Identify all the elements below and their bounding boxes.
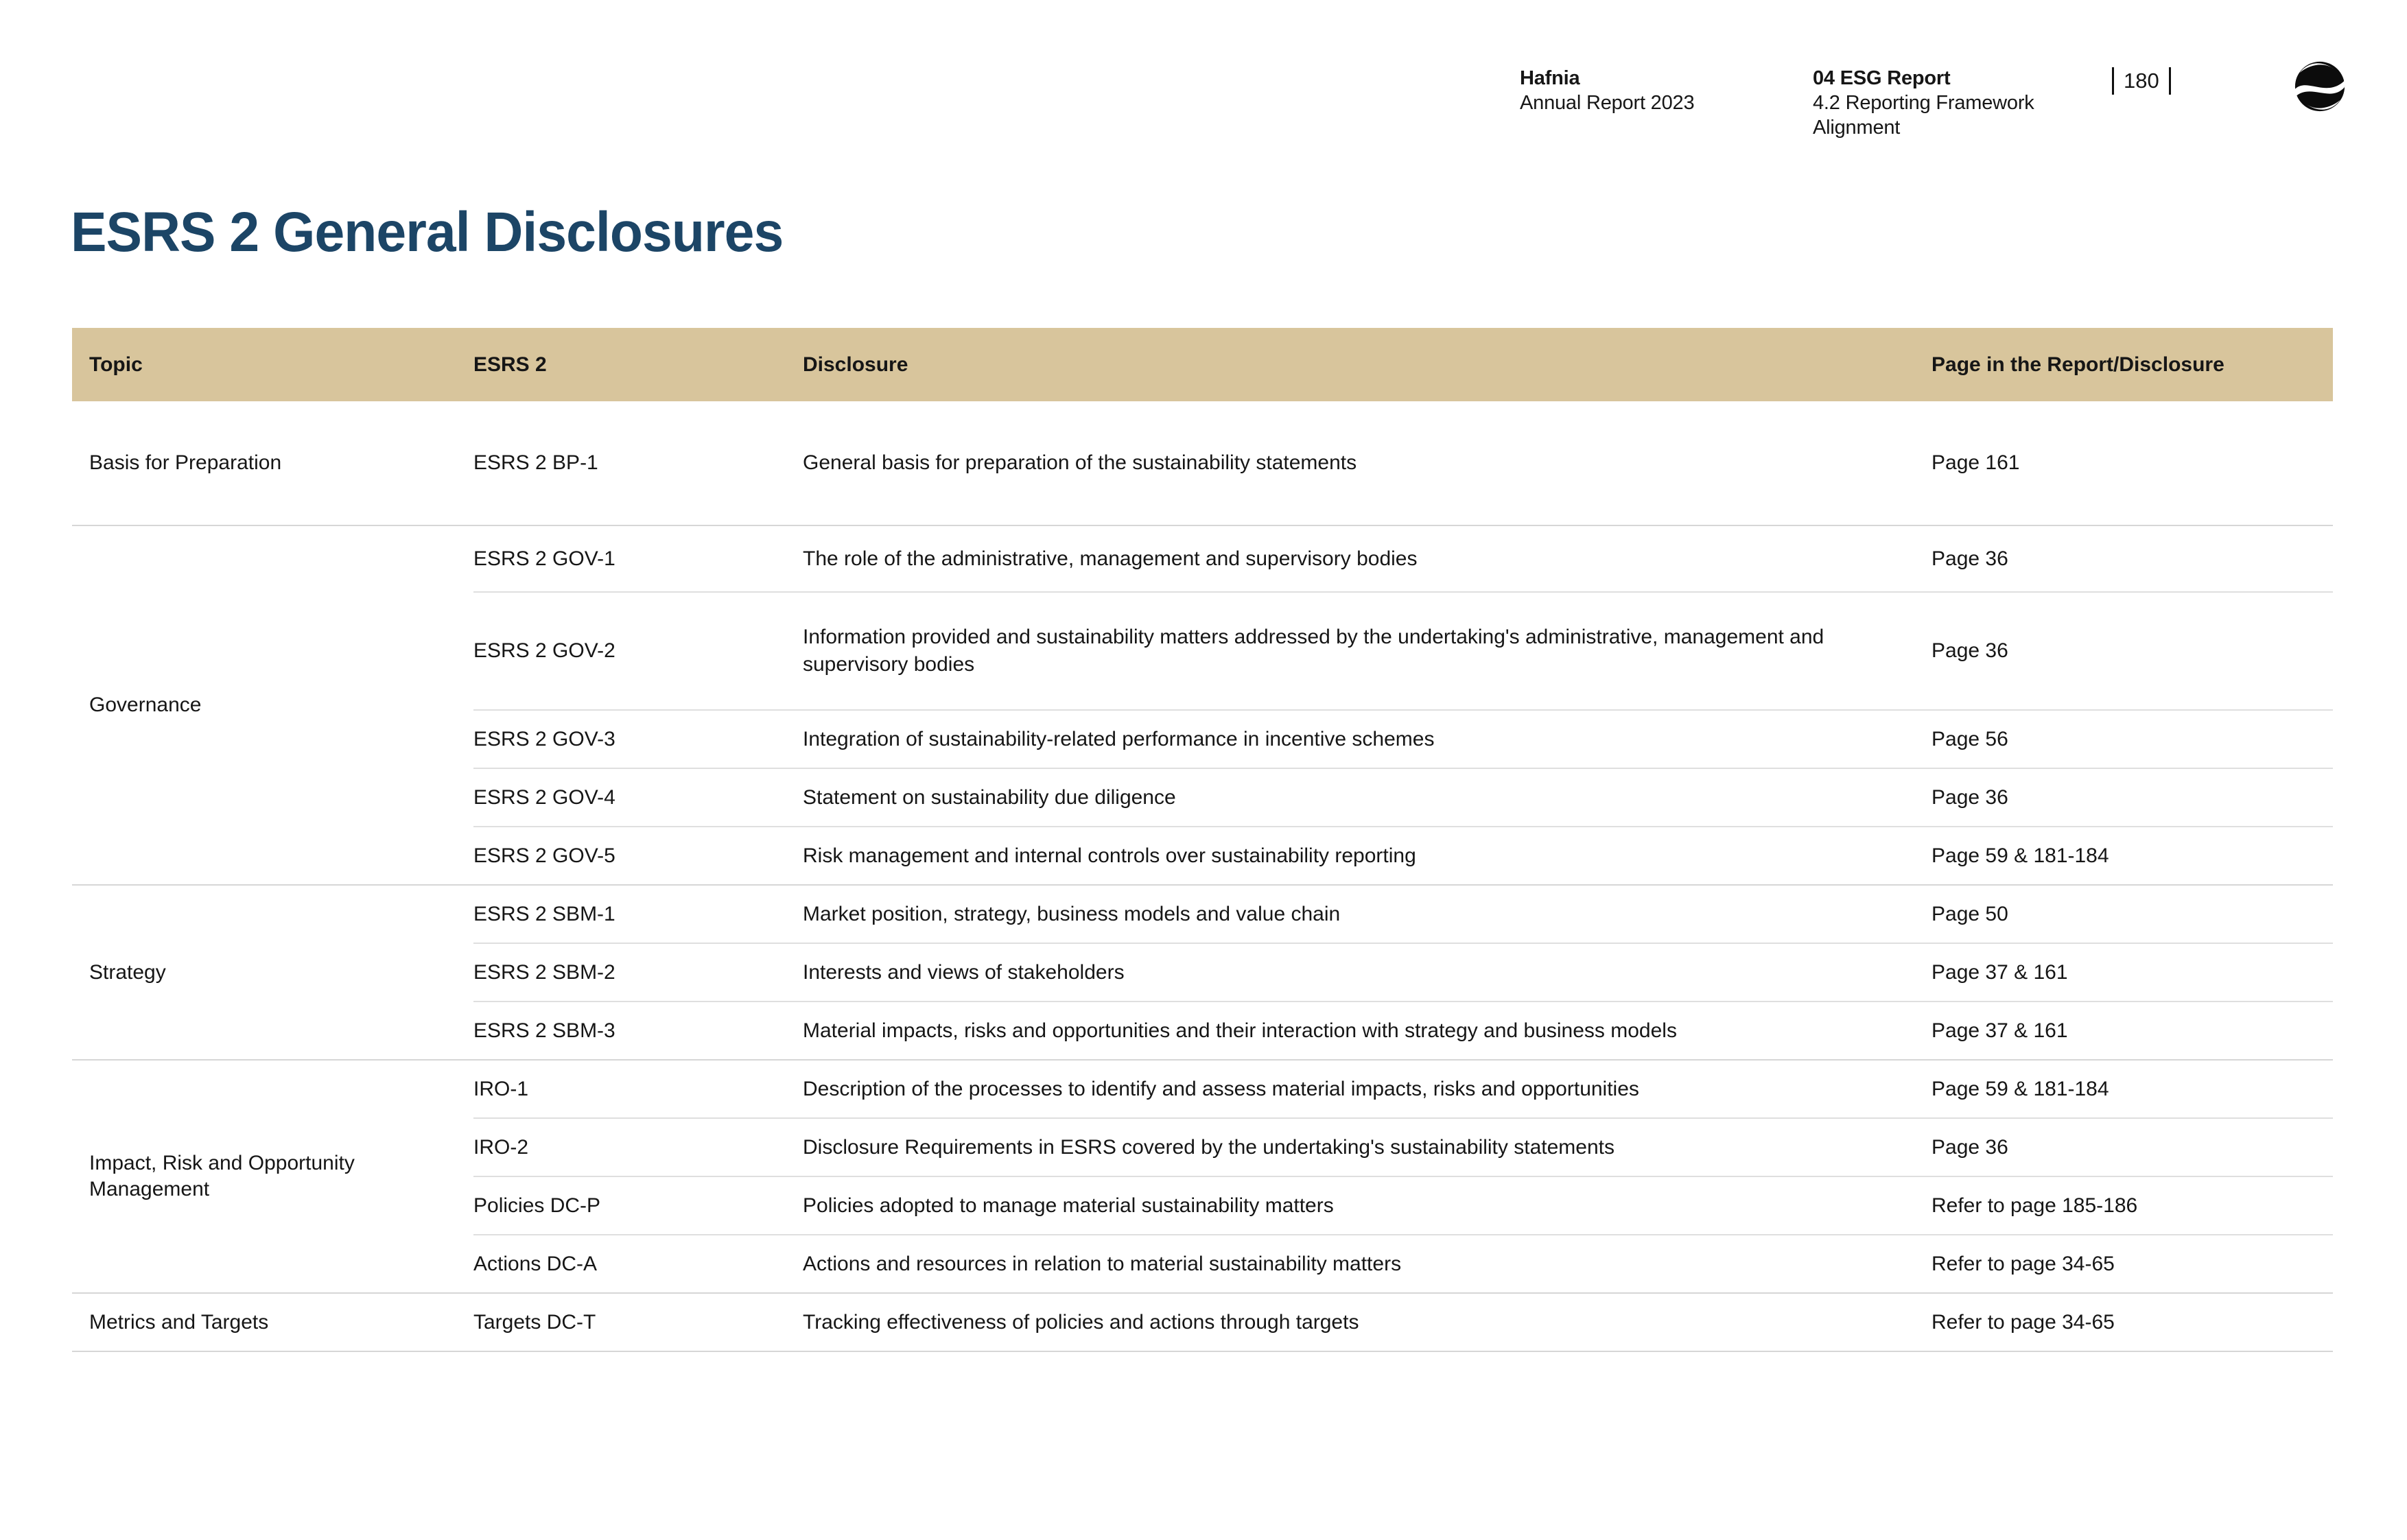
page-reference: Page 36 bbox=[1932, 639, 2008, 662]
esrs-code: ESRS 2 SBM-3 bbox=[473, 1019, 615, 1042]
column-header-page: Page in the Report/Disclosure bbox=[1932, 353, 2224, 376]
disclosure-text: Integration of sustainability-related performance in incentive schemes bbox=[803, 727, 1435, 750]
table-row bbox=[473, 826, 2333, 884]
disclosure-text: Policies adopted to manage material sustainability matters bbox=[803, 1194, 1334, 1217]
page-number-right-bar bbox=[2169, 67, 2171, 95]
topic-cell: Strategy bbox=[89, 960, 166, 984]
section-title: 04 ESG Report bbox=[1813, 67, 1951, 89]
page-reference: Refer to page 34-65 bbox=[1932, 1252, 2115, 1275]
column-header-esrs2: ESRS 2 bbox=[473, 353, 547, 376]
page-number bbox=[2112, 67, 2171, 95]
table-row bbox=[473, 943, 2333, 1001]
page-reference: Page 36 bbox=[1932, 1135, 2008, 1159]
report-brand bbox=[1520, 66, 1694, 115]
section-subtitle-line2: Alignment bbox=[1813, 117, 1901, 139]
page-reference: Page 59 & 181-184 bbox=[1932, 844, 2109, 867]
table-row bbox=[473, 1234, 2333, 1292]
disclosure-text: General basis for preparation of the sustainability statements bbox=[803, 451, 1357, 474]
disclosure-text: Statement on sustainability due diligence bbox=[803, 785, 1176, 809]
topic-group bbox=[72, 1292, 2333, 1351]
disclosure-text: Risk management and internal controls over sustainability reporting bbox=[803, 844, 1416, 867]
table-row bbox=[473, 591, 2333, 709]
disclosure-text: Material impacts, risks and opportunities and their interaction with strategy and business models bbox=[803, 1019, 1677, 1042]
disclosure-text: Description of the processes to identify and assess material impacts, risks and opportunities bbox=[803, 1077, 1639, 1100]
esrs-code: ESRS 2 GOV-3 bbox=[473, 727, 615, 750]
esrs-code: ESRS 2 SBM-1 bbox=[473, 902, 615, 925]
brand-subtitle: Annual Report 2023 bbox=[1520, 92, 1695, 114]
page-reference: Page 59 & 181-184 bbox=[1932, 1077, 2109, 1100]
page-reference: Page 37 & 161 bbox=[1932, 960, 2068, 984]
page-reference: Page 161 bbox=[1932, 451, 2020, 474]
topic-cell: Governance bbox=[89, 694, 202, 716]
topic-rows bbox=[473, 401, 2333, 525]
topic-cell: Impact, Risk and Opportunity Management bbox=[89, 1152, 355, 1200]
page-number-left-bar bbox=[2112, 67, 2114, 95]
table-row bbox=[473, 1294, 2333, 1351]
page-title: ESRS 2 General Disclosures bbox=[71, 201, 784, 263]
column-header-disclosure: Disclosure bbox=[803, 353, 908, 376]
table-row bbox=[473, 526, 2333, 591]
table-row bbox=[473, 1117, 2333, 1176]
disclosure-text: The role of the administrative, management and supervisory bodies bbox=[803, 547, 1418, 570]
section-subtitle-line1: 4.2 Reporting Framework bbox=[1813, 92, 2034, 114]
esrs-code: IRO-1 bbox=[473, 1077, 529, 1100]
table-row bbox=[473, 709, 2333, 768]
esrs-code: IRO-2 bbox=[473, 1135, 529, 1159]
esrs-code: ESRS 2 SBM-2 bbox=[473, 960, 615, 984]
page-reference: Refer to page 185-186 bbox=[1932, 1194, 2138, 1217]
report-section-ref bbox=[1813, 66, 2034, 140]
topic-cell: Basis for Preparation bbox=[89, 451, 282, 474]
topic-rows bbox=[473, 526, 2333, 884]
esrs-code: ESRS 2 GOV-1 bbox=[473, 547, 615, 570]
page-reference: Refer to page 34-65 bbox=[1932, 1310, 2115, 1334]
disclosure-text: Actions and resources in relation to material sustainability matters bbox=[803, 1252, 1402, 1275]
topic-rows bbox=[473, 886, 2333, 1059]
topic-rows bbox=[473, 1294, 2333, 1351]
page-reference: Page 56 bbox=[1932, 727, 2008, 750]
hafnia-globe-logo-icon bbox=[2294, 60, 2346, 112]
disclosure-text: Market position, strategy, business models and value chain bbox=[803, 902, 1341, 925]
disclosure-text: Information provided and sustainability matters addressed by the undertaking's administrative, management and supervisory bodies bbox=[803, 626, 1824, 676]
table-header-row bbox=[72, 328, 2333, 401]
topic-group bbox=[72, 884, 2333, 1059]
table-row bbox=[473, 1176, 2333, 1234]
topic-group bbox=[72, 401, 2333, 525]
table-body bbox=[72, 401, 2333, 1352]
esrs-code: ESRS 2 GOV-4 bbox=[473, 785, 615, 809]
disclosures-table bbox=[72, 328, 2333, 1352]
column-header-topic: Topic bbox=[89, 353, 143, 376]
page-number-value: 180 bbox=[2124, 69, 2159, 93]
esrs-code: ESRS 2 GOV-5 bbox=[473, 844, 615, 867]
disclosure-text: Interests and views of stakeholders bbox=[803, 960, 1125, 984]
esrs-code: ESRS 2 GOV-2 bbox=[473, 639, 615, 662]
topic-cell: Metrics and Targets bbox=[89, 1310, 269, 1334]
table-row bbox=[473, 1061, 2333, 1117]
topic-group bbox=[72, 1059, 2333, 1292]
page-reference: Page 50 bbox=[1932, 902, 2008, 925]
table-row bbox=[473, 886, 2333, 943]
topic-group bbox=[72, 525, 2333, 884]
table-row bbox=[473, 401, 2333, 525]
esrs-code: Policies DC-P bbox=[473, 1194, 601, 1217]
table-row bbox=[473, 1001, 2333, 1059]
brand-title: Hafnia bbox=[1520, 67, 1580, 89]
esrs-code: ESRS 2 BP-1 bbox=[473, 451, 598, 474]
disclosure-text: Disclosure Requirements in ESRS covered by the undertaking's sustainability statements bbox=[803, 1135, 1615, 1159]
disclosure-text: Tracking effectiveness of policies and actions through targets bbox=[803, 1310, 1359, 1334]
esrs-code: Actions DC-A bbox=[473, 1252, 598, 1275]
page-reference: Page 37 & 161 bbox=[1932, 1019, 2068, 1042]
page-reference: Page 36 bbox=[1932, 547, 2008, 570]
table-row bbox=[473, 768, 2333, 826]
esrs-code: Targets DC-T bbox=[473, 1310, 596, 1334]
page-reference: Page 36 bbox=[1932, 785, 2008, 809]
topic-rows bbox=[473, 1061, 2333, 1292]
